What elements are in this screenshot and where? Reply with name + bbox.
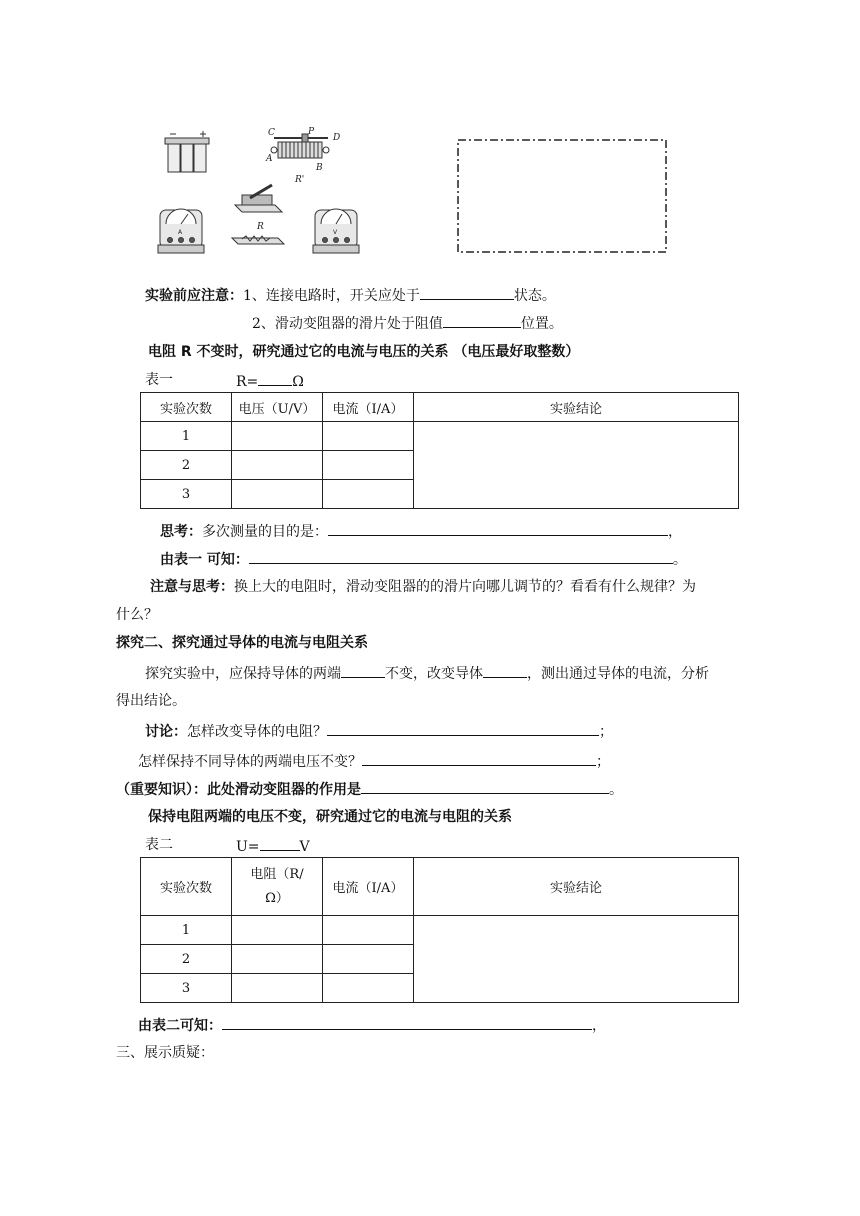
discuss-label: 讨论：: [145, 724, 187, 740]
table2-current-cell[interactable]: [323, 945, 414, 974]
table2-resistance-cell[interactable]: [232, 916, 323, 945]
table2-header-resistance-line1: 电阻（R/: [250, 866, 304, 882]
table2-header-current: 电流（I/A）: [323, 858, 414, 916]
note-text-line2: 什么？: [116, 607, 158, 623]
table2-header-resistance-line2: Ω）: [265, 890, 289, 906]
part2-heading: 保持电阻两端的电压不变，研究通过它的电流与电阻的关系: [148, 809, 512, 825]
table2-trial-3: 3: [141, 974, 232, 1003]
keep-constant-blank[interactable]: [341, 663, 385, 678]
table2-header-resistance: [232, 858, 323, 916]
table1-resistance-blank[interactable]: [258, 371, 292, 386]
table1-param-unit: Ω: [292, 374, 304, 390]
rheostat-label-a: A: [266, 154, 273, 164]
table2-trial-1: 1: [141, 916, 232, 945]
switch-icon: [235, 185, 282, 212]
part1-heading: 电阻 R 不变时，研究通过它的电流与电压的关系 （电压最好取整数）: [148, 344, 580, 360]
part2-intro-a: 探究实验中，应保持导体的两端: [145, 666, 341, 682]
discuss-q1-end: ；: [599, 724, 613, 740]
discuss-q2-end: ；: [596, 754, 610, 770]
table2-conclusion-cell[interactable]: [414, 916, 739, 1003]
table1-header-current: 电流（I/A）: [323, 393, 414, 422]
table2-conclusion-end: ，: [592, 1018, 606, 1034]
table1-header-trial: 实验次数: [141, 393, 232, 422]
resistor-icon: [232, 236, 284, 244]
notes-item2-suffix: 位置。: [520, 316, 563, 332]
table-1: [140, 392, 739, 509]
key-knowledge-label: （重要知识）：此处滑动变阻器的作用是: [116, 782, 361, 798]
table2-conclusion-label: 由表二可知：: [138, 1018, 222, 1034]
key-knowledge-end: 。: [609, 782, 623, 798]
table2-header-trial: 实验次数: [141, 858, 232, 916]
part2-title: 探究二、探究通过导体的电流与电阻关系: [116, 635, 368, 651]
table1-param-prefix: R=: [236, 374, 259, 390]
discuss-q2-blank[interactable]: [362, 751, 596, 766]
voltmeter-label: V: [333, 229, 338, 236]
think-label: 思考：: [160, 524, 202, 540]
table2-current-cell[interactable]: [323, 916, 414, 945]
notes-item1-suffix: 状态。: [513, 288, 556, 304]
notes-item2-prefix: 2、滑动变阻器的滑片处于阻值: [252, 316, 443, 332]
think-end: ，: [668, 524, 682, 540]
change-quantity-blank[interactable]: [483, 663, 527, 678]
rheostat-label-c: C: [268, 128, 275, 138]
table-row: [141, 916, 739, 945]
table1-header-voltage: 电压（U/V）: [232, 393, 323, 422]
table2-param-prefix: U=: [236, 839, 260, 855]
rheostat-icon: [271, 134, 329, 158]
section3-title: 三、展示质疑：: [116, 1045, 214, 1061]
table2-param-unit: V: [299, 839, 310, 855]
table1-conclusion-cell[interactable]: [414, 422, 739, 509]
table1-trial-1: 1: [141, 422, 232, 451]
ammeter-label: A: [178, 229, 183, 236]
switch-state-blank[interactable]: [420, 285, 514, 300]
part2-intro-b: 不变，改变导体: [385, 666, 483, 682]
table2-conclusion-blank[interactable]: [222, 1015, 592, 1030]
table1-current-cell[interactable]: [323, 451, 414, 480]
note-text-line1: 换上大的电阻时，滑动变阻器的的滑片向哪儿调节的？看看有什么规律？为: [234, 579, 696, 595]
slider-position-blank[interactable]: [443, 313, 521, 328]
table1-header-conclusion: 实验结论: [414, 393, 739, 422]
table1-voltage-cell[interactable]: [232, 451, 323, 480]
table2-current-cell[interactable]: [323, 974, 414, 1003]
circuit-drawing-box[interactable]: [456, 138, 670, 256]
table1-voltage-cell[interactable]: [232, 480, 323, 509]
table2-header-conclusion: 实验结论: [414, 858, 739, 916]
table1-trial-3: 3: [141, 480, 232, 509]
rheostat-label-p: P: [308, 127, 315, 137]
part2-intro-line2: 得出结论。: [116, 693, 186, 709]
table-2: [140, 857, 739, 1003]
table1-trial-2: 2: [141, 451, 232, 480]
discuss-q2: 怎样保持不同导体的两端电压不变？: [138, 754, 362, 770]
resistor-label: R: [257, 222, 264, 232]
table1-label: 表一: [145, 372, 173, 388]
notes-item1-prefix: 1、连接电路时，开关应处于: [243, 288, 420, 304]
table2-voltage-blank[interactable]: [260, 836, 300, 851]
rheostat-label-d: D: [333, 133, 341, 143]
table2-label: 表二: [145, 837, 173, 853]
rheostat-role-blank[interactable]: [361, 779, 609, 794]
table2-resistance-cell[interactable]: [232, 974, 323, 1003]
think-answer-blank[interactable]: [328, 521, 668, 536]
notes-heading: 实验前应注意：: [145, 288, 243, 304]
table-row: [141, 422, 739, 451]
think-text: 多次测量的目的是：: [202, 524, 328, 540]
note-label: 注意与思考：: [150, 579, 234, 595]
table1-current-cell[interactable]: [323, 422, 414, 451]
table1-conclusion-end: 。: [672, 552, 687, 568]
table1-voltage-cell[interactable]: [232, 422, 323, 451]
rheostat-label-r-prime: R': [295, 175, 305, 185]
rheostat-label-b: B: [316, 163, 323, 173]
table2-resistance-cell[interactable]: [232, 945, 323, 974]
part2-intro-c: ，测出通过导体的电流，分析: [527, 666, 709, 682]
table1-conclusion-blank[interactable]: [249, 549, 673, 564]
table2-trial-2: 2: [141, 945, 232, 974]
table1-current-cell[interactable]: [323, 480, 414, 509]
discuss-q1-blank[interactable]: [327, 721, 599, 736]
battery-icon: [165, 131, 209, 172]
apparatus-figure: [150, 120, 390, 265]
table1-conclusion-label: 由表一 可知：: [160, 552, 249, 568]
discuss-q1: 怎样改变导体的电阻？: [187, 724, 327, 740]
